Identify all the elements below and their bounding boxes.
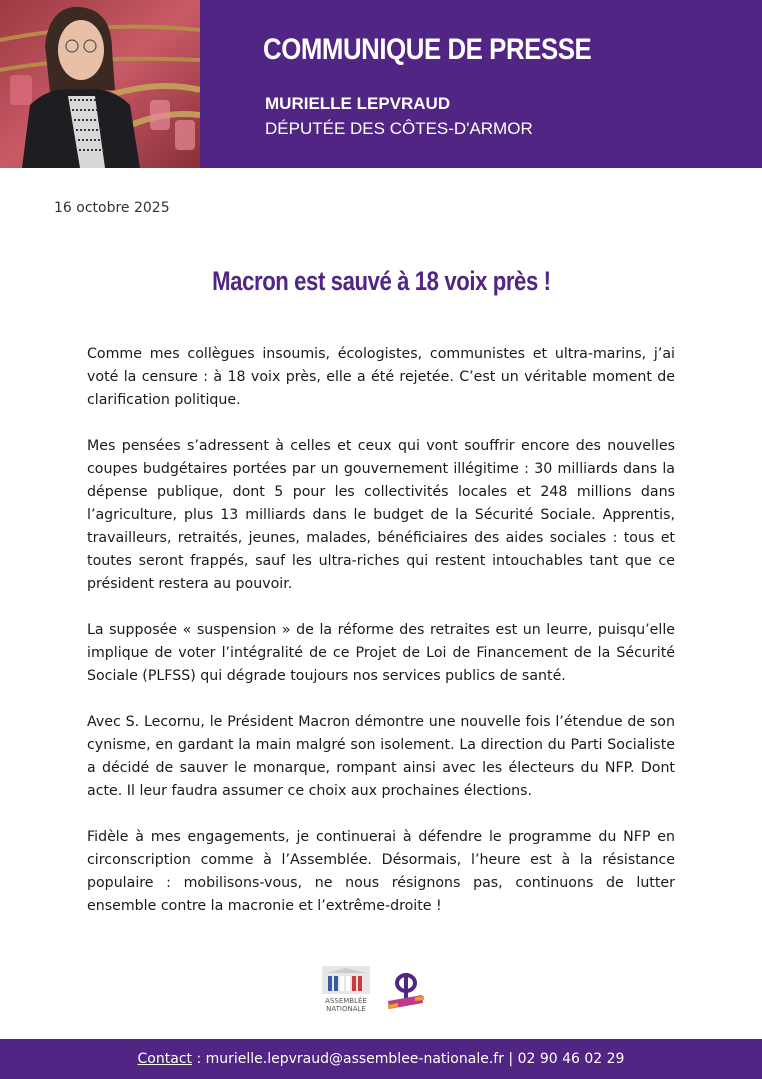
deputy-name: MURIELLE LEPVRAUD xyxy=(265,94,451,113)
paragraph: Fidèle à mes engagements, je continuerai à défendre le programme du NFP en circonscription comme à l’Assemblée. Désormais, l’heure est à la résistance populaire : mobilisons-vous, ne nous résignons pas, continuons de lutter ensemble contre la macronie et l’extrême-droite ! xyxy=(87,829,675,914)
header-banner xyxy=(0,0,762,168)
headline-text: Macron est sauvé à 18 voix près ! xyxy=(211,266,551,296)
press-release-body xyxy=(87,343,675,941)
portrait-photo xyxy=(0,0,200,168)
footer xyxy=(0,1039,762,1079)
deputy-role: DÉPUTÉE DES CÔTES-D'ARMOR xyxy=(265,119,533,138)
assemblee-line1: ASSEMBLÉE xyxy=(325,997,367,1005)
paragraph: Avec S. Lecornu, le Président Macron démontre une nouvelle fois l’étendue de son cynisme, en gardant la main malgré son isolement. La direction du Parti Socialiste a décidé de sauver le monarque, rompant ainsi avec les électeurs du NFP. Dont acte. Il leur faudra assumer ce choix aux prochaines élections. xyxy=(87,714,675,799)
assemblee-nationale-logo xyxy=(322,966,370,1013)
paragraph: La supposée « suspension » de la réforme des retraites est un leurre, puisqu’elle implique de voter l’intégralité de ce Projet de Loi de Financement de la Sécurité Sociale (PLFSS) qui dégrade toujours nos services publics de santé. xyxy=(87,622,675,684)
header-title: COMMUNIQUE DE PRESSE xyxy=(263,33,592,66)
assemblee-line2: NATIONALE xyxy=(326,1005,366,1013)
logos-image xyxy=(320,963,440,1019)
contact-details: : murielle.lepvraud@assemblee-nationale.fr | 02 90 46 02 29 xyxy=(192,1051,625,1067)
portrait-image xyxy=(0,0,200,168)
press-release-date: 16 octobre 2025 xyxy=(54,200,170,216)
logos xyxy=(320,963,440,1019)
paragraph: Mes pensées s’adressent à celles et ceux qui vont souffrir encore des nouvelles coupes budgétaires portées par un gouvernement illégitime : 30 milliards dans la dépense publique, dont 5 pour les collectivités locales et 248 millions dans l’agriculture, plus 13 milliards dans le budget de la Sécurité Sociale. Apprentis, travailleurs, retraités, jeunes, malades, bénéficiaires des aides sociales : tous et toutes seront frappés, sauf les ultra-riches qui restent intouchables tant que ce président restera au pouvoir. xyxy=(87,438,675,592)
paragraph: Comme mes collègues insoumis, écologistes, communistes et ultra-marins, j’ai voté la censure : à 18 voix près, elle a été rejetée. C’est un véritable moment de clarification politique. xyxy=(87,346,675,408)
lfi-logo xyxy=(388,973,424,1009)
contact-link[interactable]: Contact xyxy=(137,1051,192,1067)
headline xyxy=(0,266,762,297)
